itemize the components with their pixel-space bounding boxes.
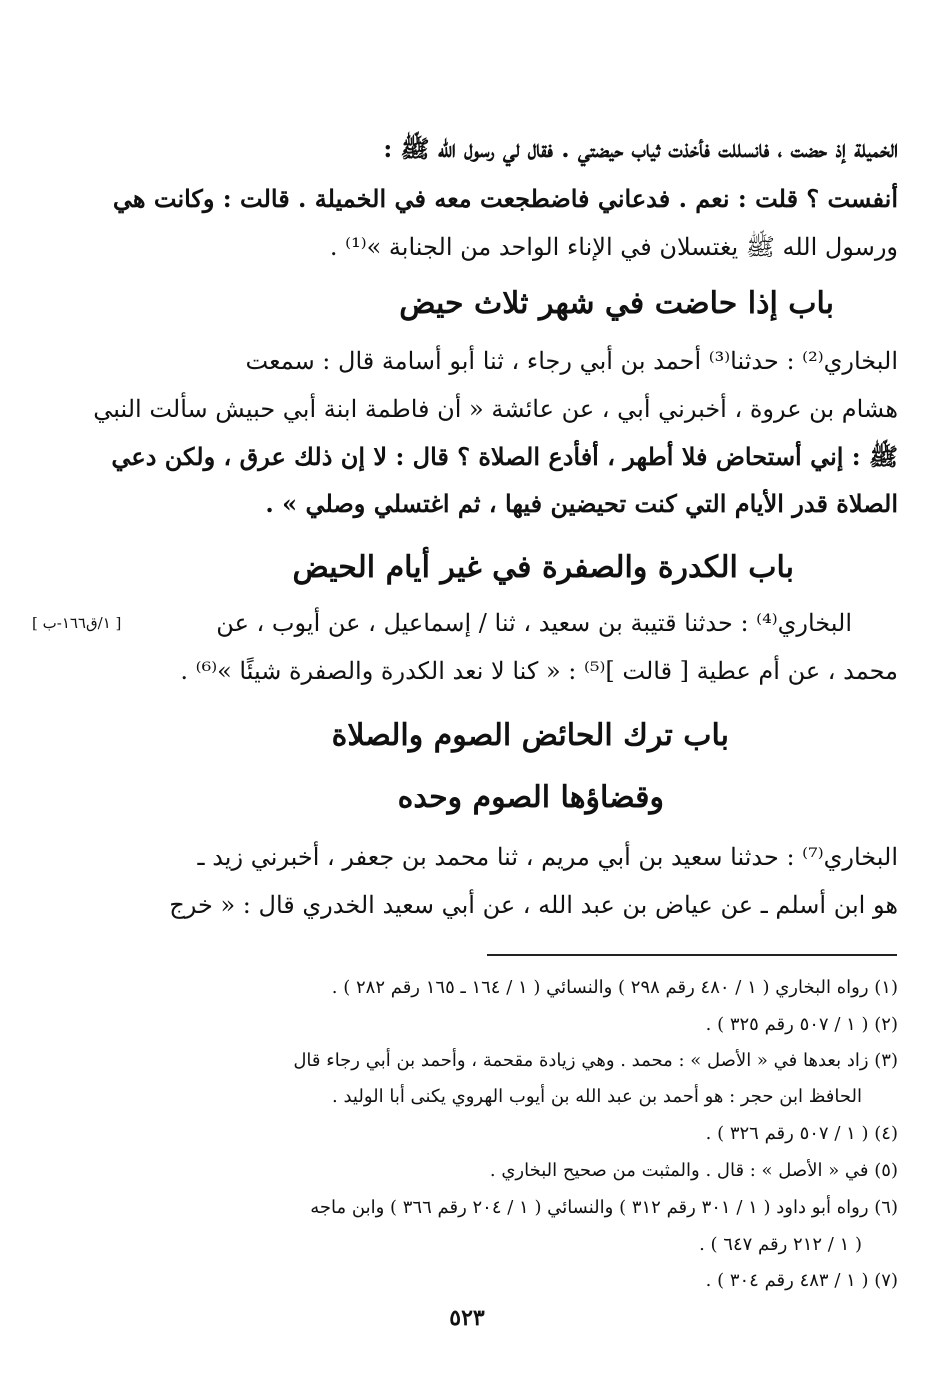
footnote: (٢) ( ١ / ٥٠٧ رقم ٣٢٥ ) .: [705, 1014, 898, 1035]
text-line: هو ابن أسلم ـ عن عياض بن عبد الله ، عن أبي سعيد الخدري قال : « خرج: [169, 891, 898, 919]
text-line: الصلاة قدر الأيام التي كنت تحيضين فيها ، ثم اغتسلي وصلي » .: [265, 489, 898, 518]
text-line: البخاري⁽⁴⁾ : حدثنا قتيبة بن سعيد ، ثنا / إسماعيل ، عن أيوب ، عن: [216, 609, 852, 637]
footnote: (٧) ( ١ / ٤٨٣ رقم ٣٠٤ ) .: [705, 1270, 898, 1291]
section-heading: وقضاؤها الصوم وحده: [397, 780, 664, 815]
footnote: (٥) في « الأصل » : قال . والمثبت من صحيح البخاري .: [489, 1160, 898, 1181]
footnote: (٤) ( ١ / ٥٠٧ رقم ٣٢٦ ) .: [705, 1123, 898, 1144]
text-line: الخميلة إذ حضت ، فانسللت فأخذت ثياب حيضتي . فقال لي رسول الله ﷺ :: [383, 134, 898, 163]
manuscript-margin-note: [ ١/ق١٦٦-ب ]: [32, 614, 122, 632]
page-number: ٥٢٣: [449, 1305, 485, 1331]
text-line: أنفست ؟ قلت : نعم . فدعاني فاضطجعت معه في الخميلة . قالت : وكانت هي: [112, 184, 898, 213]
text-line: البخاري⁽⁷⁾ : حدثنا سعيد بن أبي مريم ، ثنا محمد بن جعفر ، أخبرني زيد ـ: [197, 843, 898, 871]
footnote-separator: [487, 954, 897, 956]
text-line: محمد ، عن أم عطية [ قالت ]⁽⁵⁾ : « كنا لا نعد الكدرة والصفرة شيئًا »⁽⁶⁾ .: [180, 657, 898, 685]
text-line: ورسول الله ﷺ يغتسلان في الإناء الواحد من الجنابة »⁽¹⁾ .: [329, 233, 898, 261]
footnote: الحافظ ابن حجر : هو أحمد بن عبد الله بن أيوب الهروي يكنى أبا الوليد .: [332, 1086, 862, 1107]
footnote: (٦) رواه أبو داود ( ١ / ٣٠١ رقم ٣١٢ ) والنسائي ( ١ / ٢٠٤ رقم ٣٦٦ ) وابن ماجه: [310, 1197, 898, 1218]
text-line: البخاري⁽²⁾ : حدثنا⁽³⁾ أحمد بن أبي رجاء ، ثنا أبو أسامة قال : سمعت: [245, 347, 898, 375]
section-heading: باب ترك الحائض الصوم والصلاة: [331, 718, 729, 753]
section-heading: باب إذا حاضت في شهر ثلاث حيض: [399, 286, 834, 321]
text-line: هشام بن عروة ، أخبرني أبي ، عن عائشة « أن فاطمة ابنة أبي حبيش سألت النبي: [93, 395, 898, 423]
section-heading: باب الكدرة والصفرة في غير أيام الحيض: [292, 550, 794, 585]
text-line: ﷺ : إني أستحاض فلا أطهر ، أفأدع الصلاة ؟ قال : لا إن ذلك عرق ، ولكن دعي: [111, 442, 898, 471]
footnote: (٣) زاد بعدها في « الأصل » : محمد . وهي زيادة مقحمة ، وأحمد بن أبي رجاء قال: [293, 1050, 898, 1071]
footnote: (١) رواه البخاري ( ١ / ٤٨٠ رقم ٢٩٨ ) والنسائي ( ١ / ١٦٤ ـ ١٦٥ رقم ٢٨٢ ) .: [331, 977, 898, 998]
footnote: ( ١ / ٢١٢ رقم ٦٤٧ ) .: [699, 1234, 862, 1255]
